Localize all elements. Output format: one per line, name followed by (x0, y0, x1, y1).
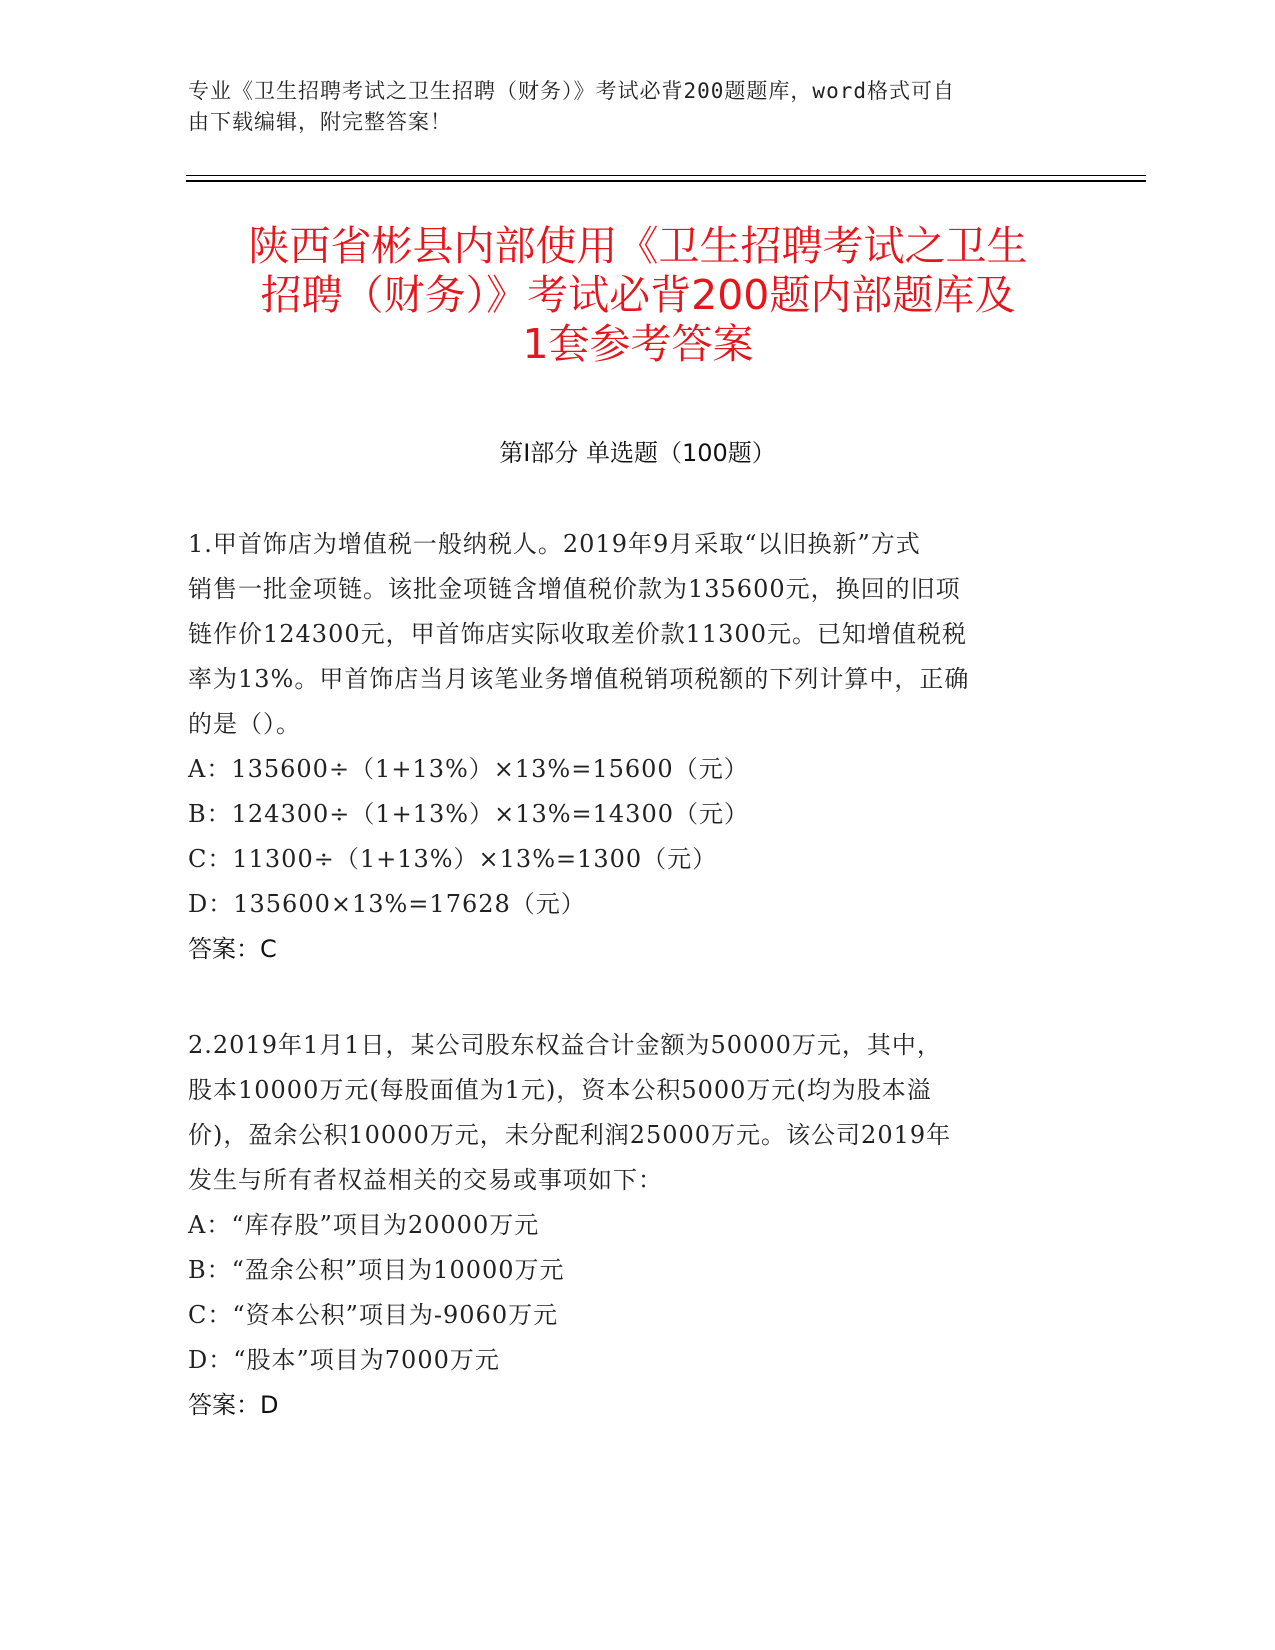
question-stem (188, 1023, 1088, 1203)
title-line-2: 招聘（财务）》考试必背200题内部题库及 (260, 271, 1016, 319)
document-title (178, 222, 1098, 369)
header-note-line-2: 由下载编辑，附完整答案！ (188, 110, 452, 134)
title-line-1: 陕西省彬县内部使用《卫生招聘考试之卫生 (248, 222, 1028, 270)
stem-line: 发生与所有者权益相关的交易或事项如下： (188, 1166, 663, 1194)
question-2 (188, 1023, 1088, 1428)
stem-line: 股本10000万元(每股面值为1元)，资本公积5000万元(均为股本溢 (188, 1076, 932, 1104)
option-b: B：“盈余公积”项目为10000万元 (188, 1256, 565, 1284)
stem-line: 的是（）。 (188, 710, 301, 738)
option-c: C：“资本公积”项目为-9060万元 (188, 1301, 559, 1329)
stem-line: 链作价124300元，甲首饰店实际收取差价款11300元。已知增值税税 (188, 620, 967, 648)
header-divider-thick (186, 180, 1146, 182)
stem-line: 价)，盈余公积10000万元，未分配利润25000万元。该公司2019年 (188, 1121, 952, 1149)
question-1 (188, 522, 1088, 972)
answer-label: 答案：D (188, 1391, 279, 1419)
header-note-line-1: 专业《卫生招聘考试之卫生招聘（财务）》考试必背200题题库，word格式可自 (188, 79, 955, 103)
option-d: D：“股本”项目为7000万元 (188, 1346, 500, 1374)
section-title: 第Ⅰ部分 单选题（100题） (499, 439, 776, 467)
header-divider-thin (186, 175, 1146, 176)
stem-line: 率为13%。甲首饰店当月该笔业务增值税销项税额的下列计算中，正确 (188, 665, 970, 693)
stem-line: 1.甲首饰店为增值税一般纳税人。2019年9月采取“以旧换新”方式 (188, 530, 921, 558)
option-c: C：11300÷（1+13%）×13%=1300（元） (188, 845, 718, 873)
title-line-3: 1套参考答案 (522, 320, 754, 368)
question-stem (188, 522, 1088, 747)
stem-line: 2.2019年1月1日，某公司股东权益合计金额为50000万元，其中， (188, 1031, 942, 1059)
option-a: A：135600÷（1+13%）×13%=15600（元） (188, 755, 749, 783)
stem-line: 销售一批金项链。该批金项链含增值税价款为135600元，换回的旧项 (188, 575, 961, 603)
option-a: A：“库存股”项目为20000万元 (188, 1211, 540, 1239)
header-note (188, 76, 1078, 138)
answer-label: 答案：C (188, 935, 277, 963)
option-d: D：135600×13%=17628（元） (188, 890, 586, 918)
option-b: B：124300÷（1+13%）×13%=14300（元） (188, 800, 749, 828)
